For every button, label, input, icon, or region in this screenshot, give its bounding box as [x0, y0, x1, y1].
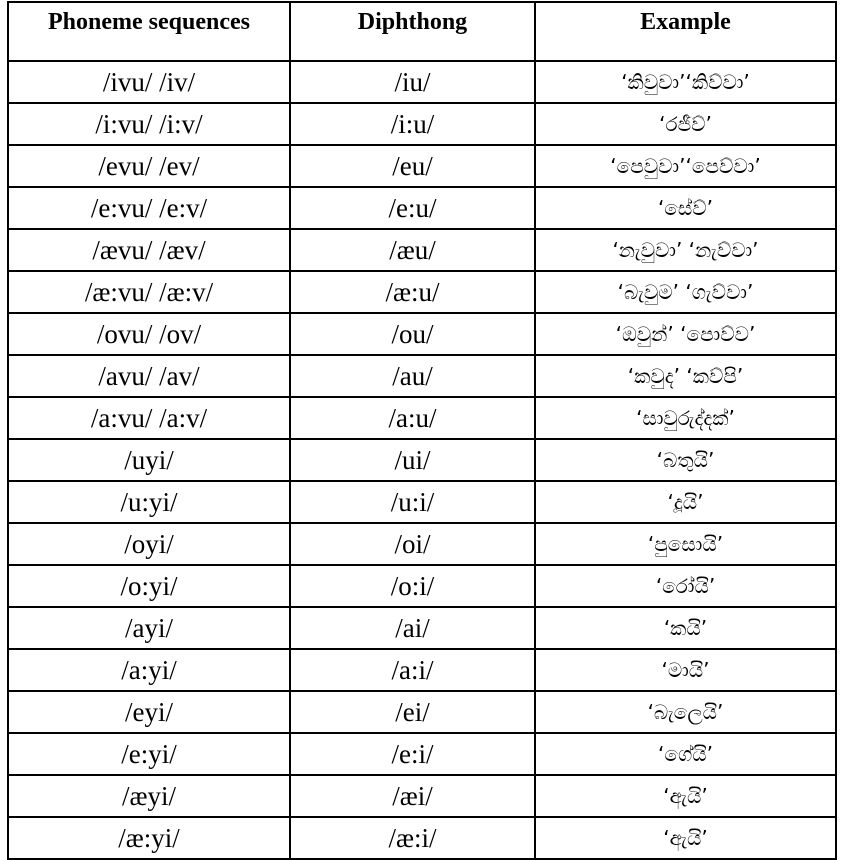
diphthong-cell: /u:i/	[290, 481, 535, 523]
diphthong-cell: /iu/	[290, 61, 535, 103]
diphthong-cell: /ui/	[290, 439, 535, 481]
table-row	[8, 103, 836, 145]
table-row	[8, 649, 836, 691]
table-row	[8, 187, 836, 229]
diphthong-cell: /a:u/	[290, 397, 535, 439]
phoneme-sequence-cell: /æ:vu/ /æ:v/	[8, 271, 290, 313]
diphthong-cell: /e:u/	[290, 187, 535, 229]
example-cell: ‘ගේයි’	[535, 733, 836, 775]
example-cell: ‘පෙවුවා’‘පෙව්වා’	[535, 145, 836, 187]
diphthong-cell: /ei/	[290, 691, 535, 733]
phoneme-sequence-cell: /ivu/ /iv/	[8, 61, 290, 103]
diphthong-cell: /au/	[290, 355, 535, 397]
phoneme-sequence-cell: /ayi/	[8, 607, 290, 649]
example-cell: ‘කිවුවා’‘කිව්වා’	[535, 61, 836, 103]
example-cell: ‘මායි’	[535, 649, 836, 691]
phoneme-sequence-cell: /a:yi/	[8, 649, 290, 691]
table-row	[8, 397, 836, 439]
diphthong-cell: /æ:i/	[290, 817, 535, 859]
phoneme-sequence-cell: /eyi/	[8, 691, 290, 733]
phoneme-sequence-cell: /u:yi/	[8, 481, 290, 523]
phoneme-sequence-cell: /uyi/	[8, 439, 290, 481]
example-cell: ‘සාවුරුද්දක්’	[535, 397, 836, 439]
diphthong-cell: /eu/	[290, 145, 535, 187]
table-row	[8, 817, 836, 859]
example-cell: ‘දූයි’	[535, 481, 836, 523]
phoneme-sequence-cell: /evu/ /ev/	[8, 145, 290, 187]
table-row	[8, 691, 836, 733]
header-row	[8, 2, 836, 61]
example-cell: ‘බැලෙයි’	[535, 691, 836, 733]
diphthong-cell: /oi/	[290, 523, 535, 565]
diphthong-cell: /æ:u/	[290, 271, 535, 313]
example-cell: ‘නැවුවා’ ‘නැව්වා’	[535, 229, 836, 271]
table-row	[8, 313, 836, 355]
example-cell: ‘ඔවුන්’ ‘පොව්ව’	[535, 313, 836, 355]
header-example: Example	[535, 2, 836, 61]
table-row	[8, 355, 836, 397]
table-row	[8, 607, 836, 649]
table-row	[8, 523, 836, 565]
phoneme-sequence-cell: /oyi/	[8, 523, 290, 565]
phoneme-sequence-cell: /æ:yi/	[8, 817, 290, 859]
header-phoneme-sequences: Phoneme sequences	[8, 2, 290, 61]
table-row	[8, 439, 836, 481]
table-row	[8, 229, 836, 271]
diphthong-cell: /æi/	[290, 775, 535, 817]
example-cell: ‘රජීව්’	[535, 103, 836, 145]
example-cell: ‘ඇයි’	[535, 817, 836, 859]
phoneme-sequence-cell: /ovu/ /ov/	[8, 313, 290, 355]
diphthong-cell: /i:u/	[290, 103, 535, 145]
example-cell: ‘රෝයි’	[535, 565, 836, 607]
table-row	[8, 61, 836, 103]
example-cell: ‘සේව්’	[535, 187, 836, 229]
header-diphthong: Diphthong	[290, 2, 535, 61]
diphthong-cell: /ai/	[290, 607, 535, 649]
diphthong-cell: /a:i/	[290, 649, 535, 691]
phoneme-sequence-cell: /e:vu/ /e:v/	[8, 187, 290, 229]
phoneme-sequence-cell: /i:vu/ /i:v/	[8, 103, 290, 145]
example-cell: ‘ඇයි’	[535, 775, 836, 817]
phoneme-sequence-cell: /ævu/ /æv/	[8, 229, 290, 271]
table-row	[8, 733, 836, 775]
diphthong-cell: /e:i/	[290, 733, 535, 775]
example-cell: ‘කවුද’ ‘කව්පි’	[535, 355, 836, 397]
example-cell: ‘බැවුම’ ‘ගැව්වා’	[535, 271, 836, 313]
diphthong-cell: /ou/	[290, 313, 535, 355]
table-body	[8, 61, 836, 859]
phoneme-sequence-cell: /avu/ /av/	[8, 355, 290, 397]
table-row	[8, 481, 836, 523]
table-row	[8, 775, 836, 817]
table-row	[8, 565, 836, 607]
phoneme-sequence-cell: /e:yi/	[8, 733, 290, 775]
phoneme-sequence-cell: /o:yi/	[8, 565, 290, 607]
example-cell: ‘පුසොයි’	[535, 523, 836, 565]
example-cell: ‘කයි’	[535, 607, 836, 649]
diphthong-cell: /o:i/	[290, 565, 535, 607]
phoneme-sequence-cell: /a:vu/ /a:v/	[8, 397, 290, 439]
example-cell: ‘බතුයි’	[535, 439, 836, 481]
diphthong-table	[7, 1, 837, 860]
table-row	[8, 145, 836, 187]
diphthong-cell: /æu/	[290, 229, 535, 271]
phoneme-sequence-cell: /æyi/	[8, 775, 290, 817]
table-row	[8, 271, 836, 313]
